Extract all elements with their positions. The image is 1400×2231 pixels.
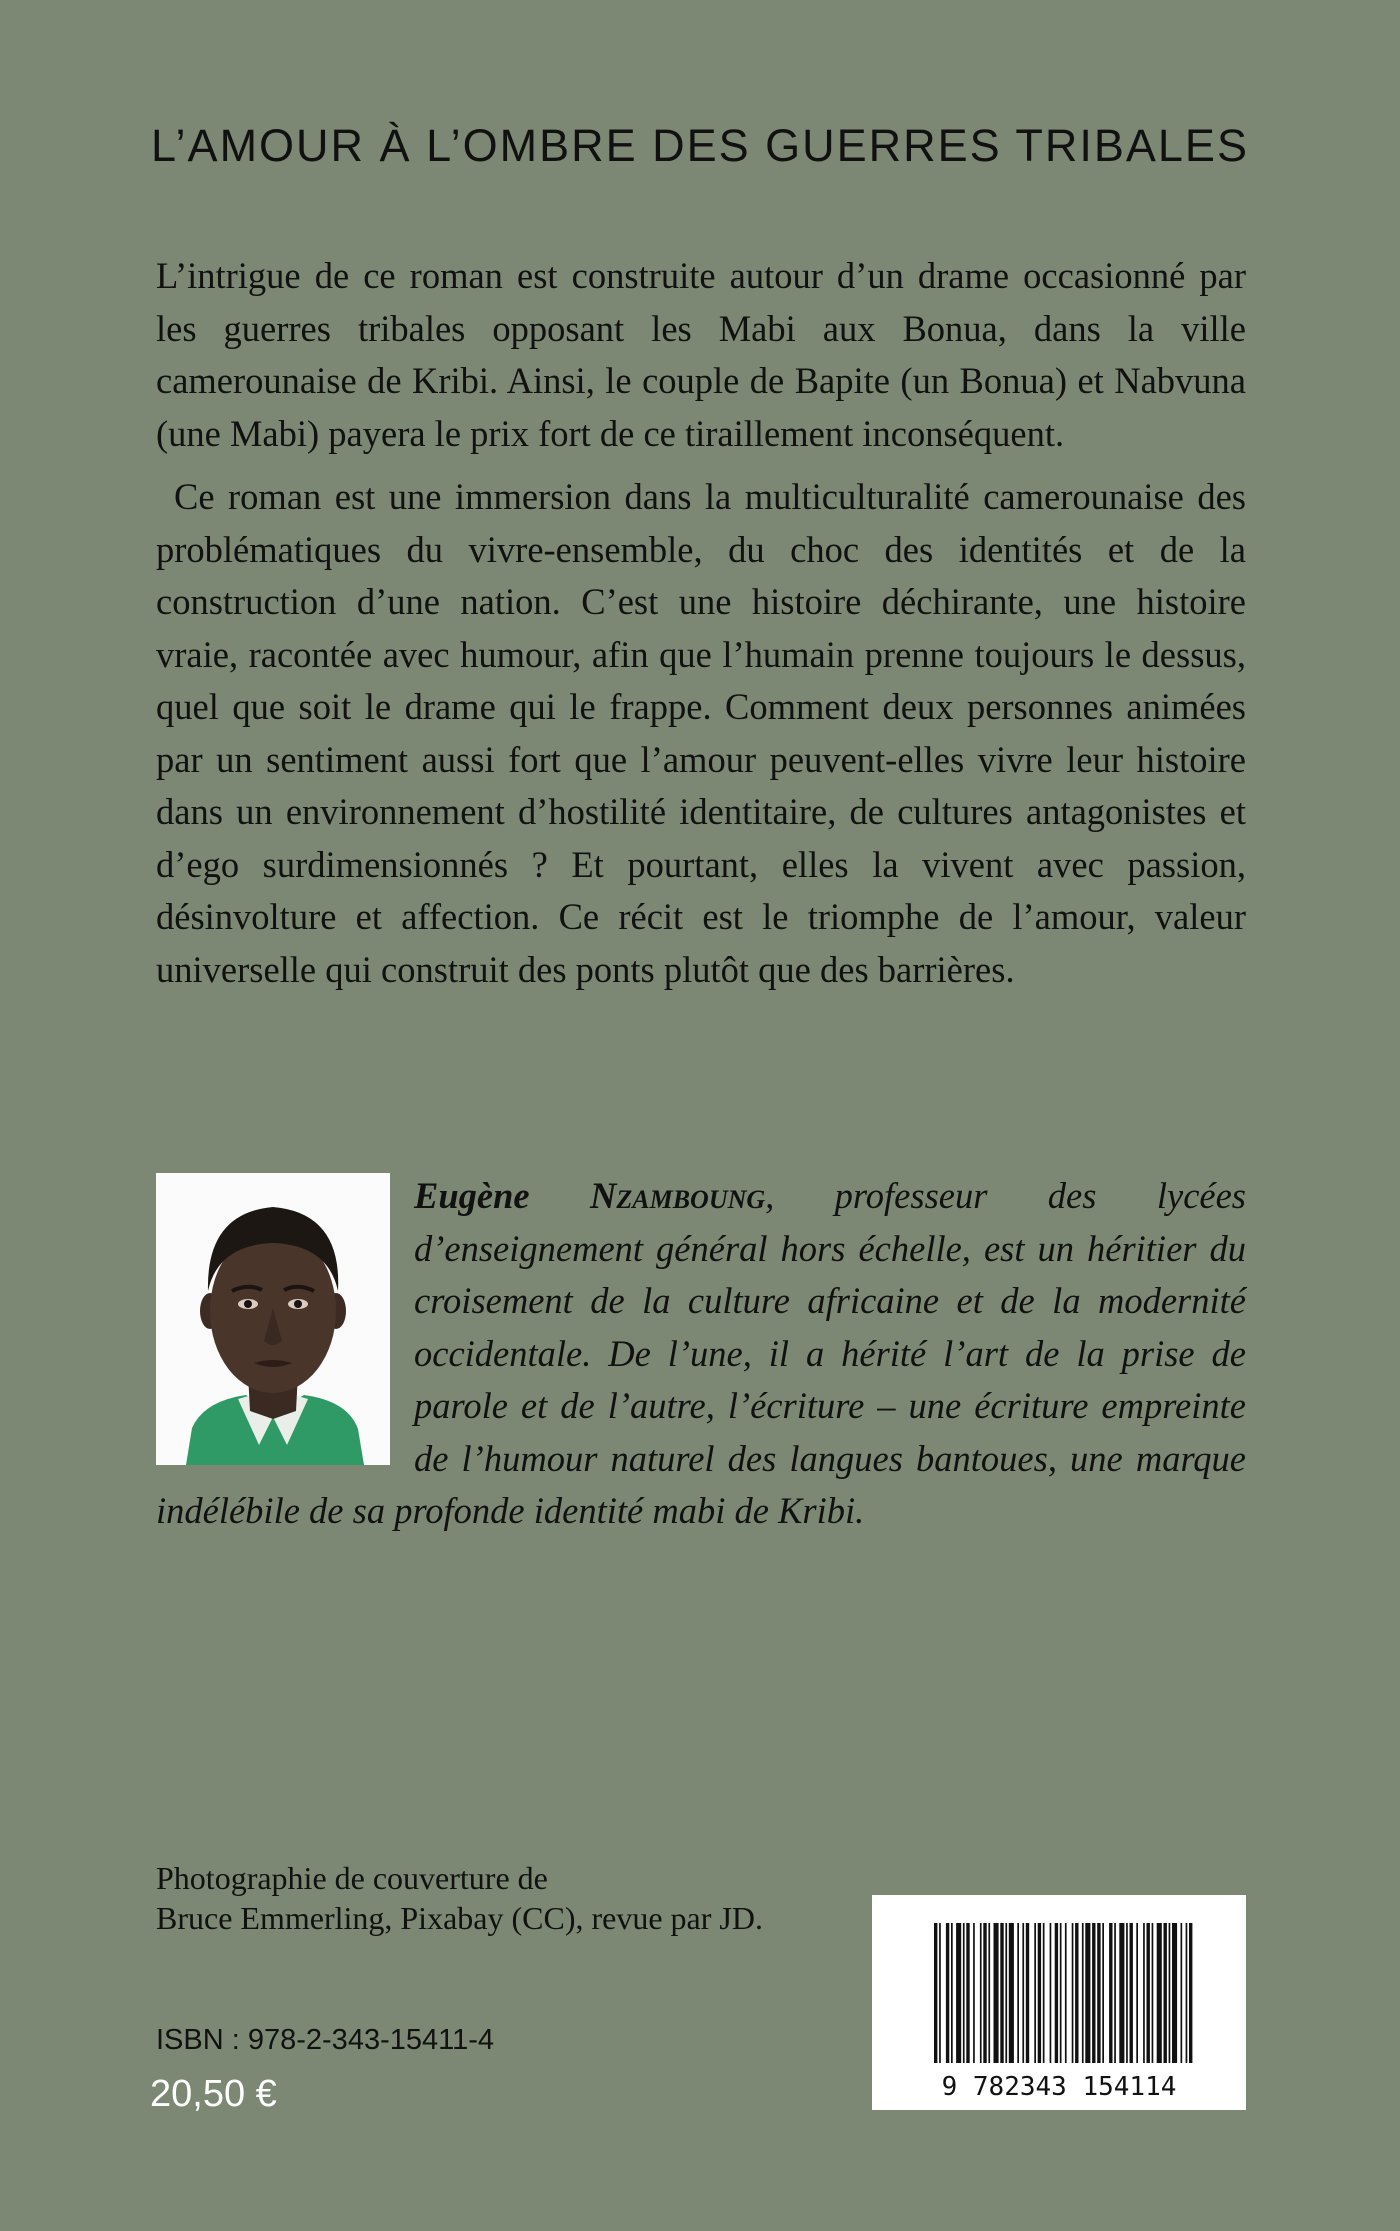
barcode-bar <box>1082 1923 1084 2063</box>
barcode-bar <box>1109 1923 1112 2063</box>
author-first-name: Eugène <box>414 1175 530 1216</box>
isbn: ISBN : 978-2-343-15411-4 <box>156 2024 495 2056</box>
barcode-bar <box>1126 1923 1128 2063</box>
barcode-digits: 9 782343 154114 <box>941 2072 1177 2102</box>
price: 20,50 € <box>150 2073 277 2115</box>
barcode-bar <box>1072 1923 1074 2063</box>
book-title: L’AMOUR À L’OMBRE DES GUERRES TRIBALES <box>151 120 1249 171</box>
barcode-bar <box>1181 1923 1183 2063</box>
barcode-bar <box>1065 1923 1067 2063</box>
barcode-bar <box>1055 1923 1058 2063</box>
barcode-bars <box>934 1923 1192 2063</box>
barcode-bar <box>1026 1923 1029 2063</box>
barcode-bar <box>1130 1923 1133 2063</box>
barcode-graphic <box>872 1895 1246 2110</box>
synopsis <box>156 250 1246 996</box>
barcode-bar <box>966 1923 969 2063</box>
barcode-bar <box>1060 1923 1062 2063</box>
barcode-bar <box>1114 1923 1116 2063</box>
synopsis-paragraph-1: L’intrigue de ce roman est construite autour d’un drame occasionné par les guerres tribales opposant les Mabi aux Bonua, dans la ville camerounaise de Kribi. Ainsi, le couple de Bapite (un Bonua) et Nabvuna (une Mabi) payera le prix fort de ce tiraillement inconséquent. <box>156 255 1246 454</box>
barcode-bar <box>983 1923 986 2063</box>
barcode-bar <box>934 1923 937 2063</box>
barcode-bar <box>988 1923 990 2063</box>
barcode-bar <box>980 1923 982 2063</box>
author-portrait-illustration <box>156 1173 390 1465</box>
barcode-bar <box>1075 1923 1078 2063</box>
barcode-bar <box>1097 1923 1100 2063</box>
barcode-bar <box>973 1923 975 2063</box>
barcode-bar <box>1009 1923 1014 2063</box>
barcode-bar <box>1147 1923 1150 2063</box>
synopsis-paragraph-2: Ce roman est une immersion dans la multiculturalité camerounaise des problématiques du vivre-ensemble, du choc des identités et de la construction d’une nation. C’est une histoire déchirante, une histoire vraie, racontée avec humour, afin que l’humain prenne toujours le dessus, quel que soit le drame qui le frappe. Comment deux personnes animées par un sentiment aussi fort que l’amour peuvent-elles vivre leur histoire dans un environnement d’hostilité identitaire, de cultures antagonistes et d’ego surdimensionnés ? Et pourtant, elles la vivent avec passion, désinvolture et affection. Ce récit est le triomphe de l’amour, valeur universelle qui construit des ponts plutôt que des barrières. <box>156 476 1246 990</box>
barcode-bar <box>1005 1923 1007 2063</box>
barcode-bar <box>1050 1923 1052 2063</box>
barcode-bar <box>1038 1923 1041 2063</box>
author-bio-block <box>156 1170 1246 1538</box>
barcode-bar <box>963 1923 965 2063</box>
author-bio-text: , professeur des lycées d’enseignement général hors échelle, est un héritier du croisement de la culture africaine et de la modernité occidentale. De l’une, il a hérité l’art de la prise de parole et de l’autre, l’écriture – une écriture empreinte de l’humour naturel des langues bantoues, une marque indélébile de sa profonde identité mabi de Kribi. <box>156 1175 1246 1531</box>
barcode-bar <box>1034 1923 1036 2063</box>
barcode-bar <box>1172 1923 1177 2063</box>
credit-line-2: Bruce Emmerling, Pixabay (CC), revue par JD. <box>156 1900 763 1936</box>
barcode-bar <box>1102 1923 1104 2063</box>
barcode-bar <box>1152 1923 1154 2063</box>
barcode-bar <box>1164 1923 1167 2063</box>
barcode-bar <box>1085 1923 1090 2063</box>
barcode-bar <box>1000 1923 1003 2063</box>
barcode-bar <box>1157 1923 1162 2063</box>
barcode-bar <box>1189 1923 1192 2063</box>
barcode-bar <box>1186 1923 1188 2063</box>
barcode-bar <box>1136 1923 1138 2063</box>
barcode-bar <box>994 1923 999 2063</box>
author-last-name: Nzamboung <box>590 1175 766 1216</box>
author-name <box>414 1175 765 1216</box>
barcode-bar <box>956 1923 961 2063</box>
barcode <box>872 1895 1246 2110</box>
barcode-bar <box>946 1923 949 2063</box>
barcode-bar <box>1092 1923 1095 2063</box>
barcode-bar <box>1169 1923 1171 2063</box>
barcode-bar <box>1017 1923 1019 2063</box>
barcode-bar <box>939 1923 941 2063</box>
barcode-bar <box>951 1923 953 2063</box>
barcode-bar <box>1143 1923 1145 2063</box>
author-photo <box>156 1173 390 1465</box>
barcode-bar <box>1043 1923 1045 2063</box>
barcode-bar <box>1022 1923 1024 2063</box>
cover-photo-credit <box>156 1858 856 1938</box>
barcode-bar <box>1119 1923 1124 2063</box>
credit-line-1: Photographie de couverture de <box>156 1860 548 1896</box>
